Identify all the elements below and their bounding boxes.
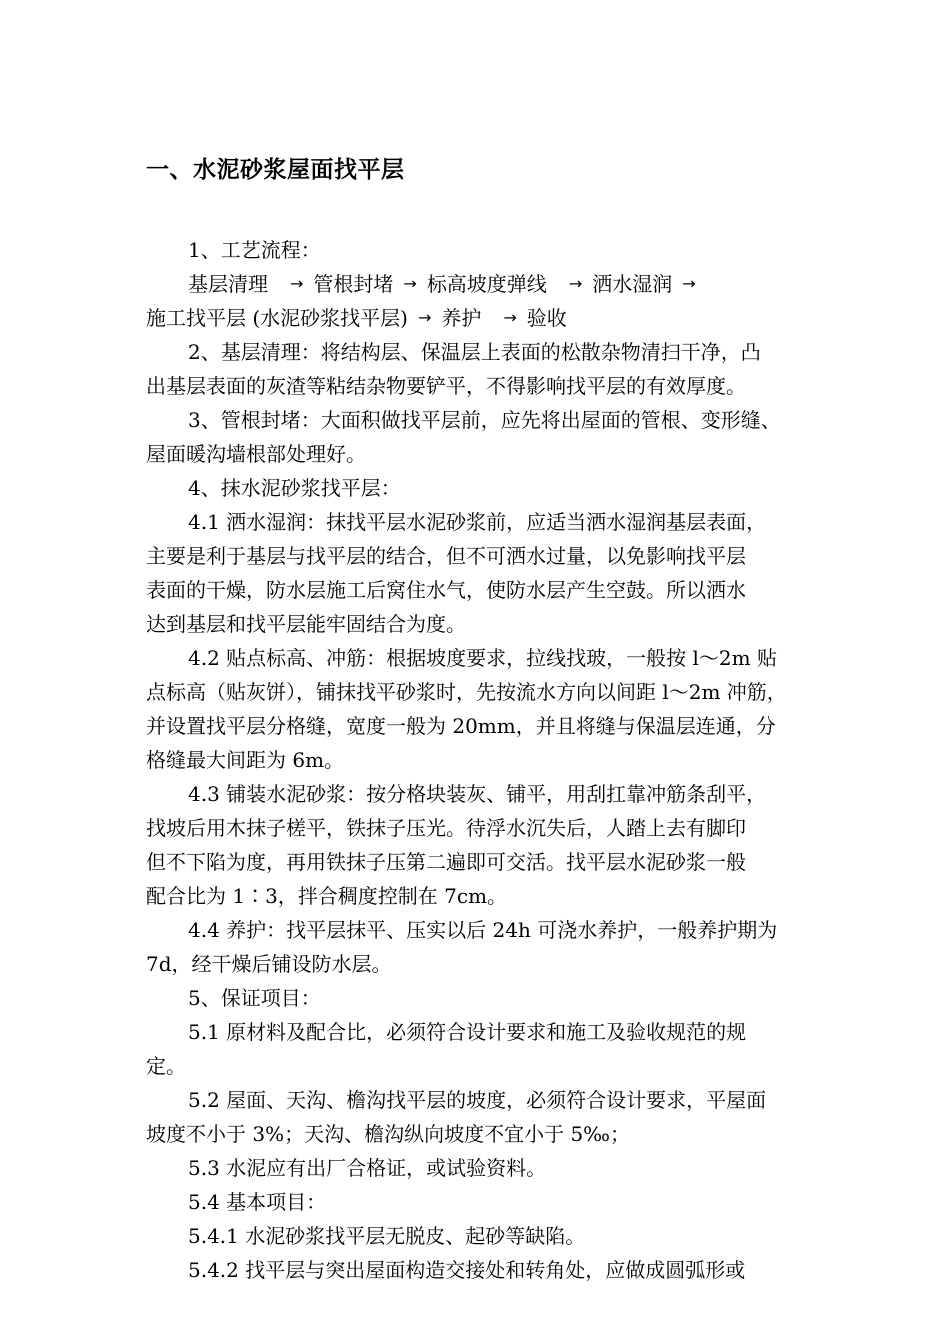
paragraph-line: 4.3 铺装水泥砂浆：按分格块装灰、铺平，用刮扛靠冲筋条刮平， xyxy=(188,782,767,806)
paragraph-line: 3、管根封堵：大面积做找平层前，应先将出屋面的管根、变形缝、 xyxy=(188,408,781,432)
paragraph-line: 5.4 基本项目： xyxy=(188,1190,327,1214)
paragraph-line: 格缝最大间距为 6m。 xyxy=(146,748,345,772)
flow-step: 施工找平层 (水泥砂浆找平层) xyxy=(146,306,408,330)
paragraph-line: 4.4 养护：找平层抹平、压实以后 24h 可浇水养护，一般养护期为 xyxy=(188,918,778,942)
paragraph-line: 5.4.1 水泥砂浆找平层无脱皮、起砂等缺陷。 xyxy=(188,1224,586,1248)
paragraph-line: 2、基层清理：将结构层、保温层上表面的松散杂物清扫干净，凸 xyxy=(188,340,761,364)
flow-step: 洒水湿润 xyxy=(592,272,673,296)
paragraph-line: 5.2 屋面、天沟、檐沟找平层的坡度，必须符合设计要求，平屋面 xyxy=(188,1088,767,1112)
document-body xyxy=(146,233,810,1287)
flow-step: 验收 xyxy=(526,306,567,330)
paragraph-line: 屋面暖沟墙根部处理好。 xyxy=(146,442,366,466)
flow-step: 管根封堵 xyxy=(313,272,394,296)
paragraph-line: 并设置找平层分格缝，宽度一般为 20mm，并且将缝与保温层连通，分 xyxy=(146,714,776,738)
paragraph-line: 主要是利于基层与找平层的结合，但不可洒水过量，以免影响找平层 xyxy=(146,544,746,568)
paragraph-line: 配合比为 1∶3，拌合稠度控制在 7cm。 xyxy=(146,884,508,908)
paragraph-line: 5.4.2 找平层与突出屋面构造交接处和转角处，应做成圆弧形或 xyxy=(188,1258,746,1282)
paragraph-line: 坡度不小于 3%；天沟、檐沟纵向坡度不宜小于 5‰； xyxy=(146,1122,631,1146)
flow-step: 养护 xyxy=(441,306,482,330)
arrow-right-icon: → xyxy=(290,274,304,293)
paragraph-line: 点标高（贴灰饼），铺抹找平砂浆时，先按流水方向以间距 l～2m 冲筋， xyxy=(146,680,787,704)
process-flow-line-1 xyxy=(146,267,810,301)
arrow-right-icon: → xyxy=(503,308,517,327)
document-title: 一、水泥砂浆屋面找平层 xyxy=(146,157,405,183)
paragraph-line: 达到基层和找平层能牢固结合为度。 xyxy=(146,612,466,636)
flow-step: 基层清理 xyxy=(188,272,268,296)
arrow-right-icon: → xyxy=(403,274,417,293)
arrow-right-icon: → xyxy=(682,274,696,293)
arrow-right-icon: → xyxy=(417,308,432,327)
section-heading: 4、抹水泥砂浆找平层： xyxy=(188,476,401,500)
paragraph-line: 5.1 原材料及配合比，必须符合设计要求和施工及验收规范的规 xyxy=(188,1020,747,1044)
paragraph-line: 表面的干燥，防水层施工后窝住水气，使防水层产生空鼓。所以洒水 xyxy=(146,578,746,602)
paragraph-line: 4.1 洒水湿润：抹找平层水泥砂浆前，应适当洒水湿润基层表面， xyxy=(188,510,767,534)
paragraph-line: 4.2 贴点标高、冲筋：根据坡度要求，拉线找玻，一般按 l～2m 贴 xyxy=(188,646,777,670)
process-flow-line-2 xyxy=(146,301,810,335)
section-heading: 1、工艺流程： xyxy=(188,238,321,262)
flow-step: 标高坡度弹线 xyxy=(426,272,547,296)
paragraph-line: 找坡后用木抹子槎平，铁抹子压光。待浮水沉失后，人踏上去有脚印 xyxy=(146,816,746,840)
paragraph-line: 但不下陷为度，再用铁抹子压第二遍即可交活。找平层水泥砂浆一般 xyxy=(146,850,746,874)
paragraph-line: 定。 xyxy=(146,1054,186,1078)
section-heading: 5、保证项目： xyxy=(188,986,321,1010)
arrow-right-icon: → xyxy=(568,274,583,293)
paragraph-line: 7d，经干燥后铺设防水层。 xyxy=(146,952,392,976)
paragraph-line: 出基层表面的灰渣等粘结杂物要铲平，不得影响找平层的有效厚度。 xyxy=(146,374,746,398)
paragraph-line: 5.3 水泥应有出厂合格证，或试验资料。 xyxy=(188,1156,547,1180)
